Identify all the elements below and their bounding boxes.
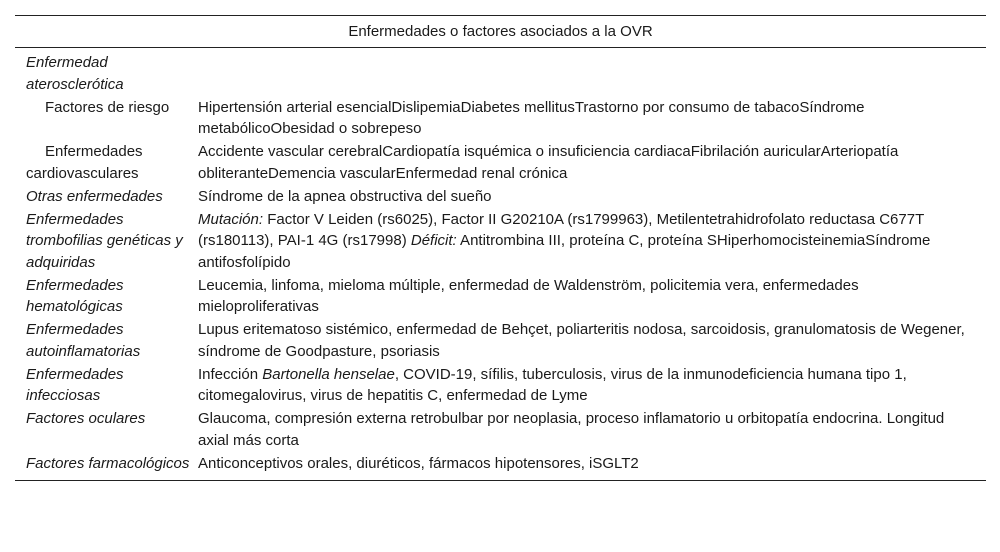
mutacion-label: Mutación: <box>198 210 264 228</box>
ovr-table <box>15 15 986 481</box>
table-bottom-rule <box>15 480 986 481</box>
row-value-enfermedades-cardiovasculares: Accidente vascular cerebralCardiopatía isquémica o insuficiencia cardiacaFibrilación auricularArteriopatía obliteranteDemencia vascularEnfermedad renal crónica <box>198 143 899 182</box>
row-label-factores-oculares: Factores oculares <box>26 410 146 427</box>
row-value-otras-enfermedades: Síndrome de la apnea obstructiva del sueño <box>198 187 492 205</box>
deficit-text: Antitrombina III, proteína C, proteína SHiperhomocisteinemiaSíndrome antifosfolípido <box>198 232 931 271</box>
table-row <box>15 275 986 318</box>
table-row <box>15 453 986 475</box>
table-row <box>15 186 986 208</box>
table-row <box>15 364 986 407</box>
row-label-autoinflamatorias: Enfermedades autoinflamatorias <box>26 321 141 360</box>
row-label-hematologicas: Enfermedades hematológicas <box>26 276 124 315</box>
table-row <box>15 141 986 184</box>
table-body <box>15 48 986 480</box>
row-value-factores-oculares: Glaucoma, compresión externa retrobulbar por neoplasia, proceso inflamatorio u orbitopatía endocrina. Longitud axial más corta <box>198 410 945 449</box>
deficit-label: Déficit: <box>410 232 457 249</box>
row-label-infecciosas: Enfermedades infecciosas <box>26 365 124 404</box>
infeccion-pre: Infección <box>198 365 263 383</box>
infeccion-post: , COVID-19, sífilis, tuberculosis, virus de la inmunodeficiencia humana tipo 1, citomegalovirus, virus de hepatitis C, enfermedad de Lyme <box>198 365 907 404</box>
row-value-factores-de-riesgo: Hipertensión arterial esencialDislipemiaDiabetes mellitusTrastorno por consumo de tabacoSíndrome metabólicoObesidad o sobrepeso <box>198 98 865 137</box>
row-value-factores-farmacologicos: Anticonceptivos orales, diuréticos, fármacos hipotensores, iSGLT2 <box>198 454 639 472</box>
row-label-factores-farmacologicos: Factores farmacológicos <box>26 454 190 472</box>
table-row <box>15 52 986 95</box>
row-value-infecciosas <box>198 364 986 407</box>
row-label-trombofilias: Enfermedades trombofilias genéticas y adquiridas <box>26 210 183 271</box>
row-value-trombofilias <box>198 209 986 274</box>
row-label-factores-de-riesgo: Factores de riesgo <box>45 98 170 116</box>
mutacion-text: Factor V Leiden (rs6025), Factor II G20210A (rs1799963), Metilentetrahidrofolato reductasa C677T (rs180113), PAI-1 4G (rs17998) <box>198 210 924 249</box>
infeccion-species: Bartonella henselae <box>262 365 395 383</box>
table-row <box>15 408 986 451</box>
row-value-hematologicas: Leucemia, linfoma, mieloma múltiple, enfermedad de Waldenström, policitemia vera, enfermedades mieloproliferativas <box>198 276 859 315</box>
table-row <box>15 319 986 362</box>
row-label-enfermedad-aterosclerotica: Enfermedad aterosclerótica <box>26 54 124 93</box>
row-label-enfermedades-cardiovasculares: Enfermedades cardiovasculares <box>26 143 143 182</box>
table-row <box>15 209 986 274</box>
table-row <box>15 97 986 140</box>
table-header: Enfermedades o factores asociados a la OVR <box>348 23 653 40</box>
row-value-autoinflamatorias: Lupus eritematoso sistémico, enfermedad de Behçet, poliarteritis nodosa, sarcoidosis, granulomatosis de Wegener, síndrome de Goodpasture, psoriasis <box>198 321 965 360</box>
row-label-otras-enfermedades: Otras enfermedades <box>26 187 163 205</box>
